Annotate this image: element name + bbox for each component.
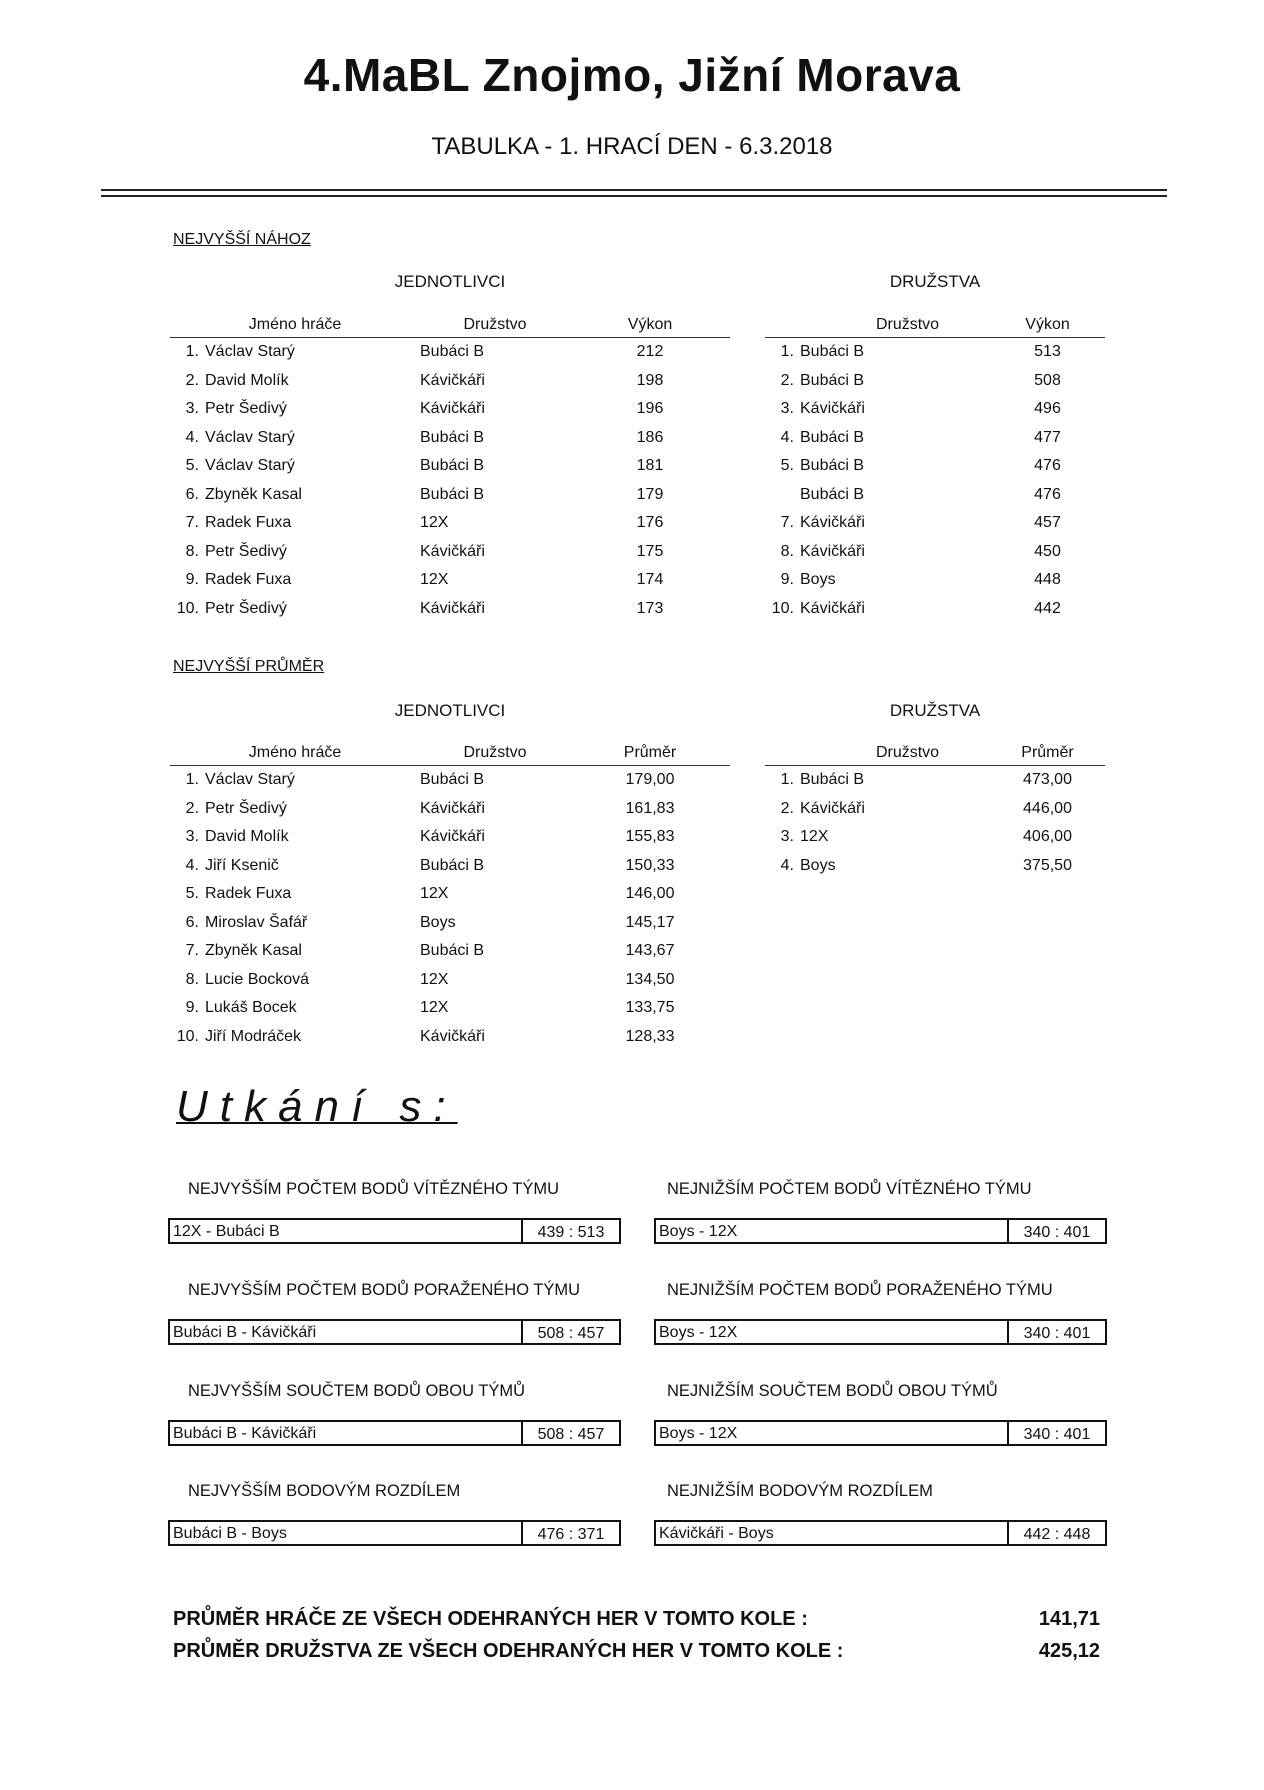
table-row [170, 452, 730, 481]
row-rank: 8. [780, 542, 794, 560]
table-row [170, 595, 730, 624]
row-rank: 7. [185, 942, 199, 960]
row-team: Kávičkáři [800, 400, 865, 418]
row-value: 446,00 [1023, 799, 1072, 817]
row-value: 175 [636, 542, 664, 560]
match-record-label: NEJNIŽŠÍM BODOVÝM ROZDÍLEM [667, 1482, 933, 1500]
row-value: 496 [1034, 400, 1061, 418]
match-record-box [168, 1420, 621, 1446]
table-nahoz-individuals [170, 304, 730, 623]
match-score: 340 : 401 [1023, 1224, 1091, 1241]
match-record-box [168, 1319, 621, 1345]
match-record-label: NEJVYŠŠÍM POČTEM BODŮ VÍTĚZNÉHO TÝMU [188, 1180, 559, 1198]
row-team: Kávičkáři [420, 828, 485, 846]
row-value: 150,33 [625, 856, 675, 874]
match-teams: Boys - 12X [656, 1321, 1009, 1343]
header-divider-top [101, 189, 1167, 191]
row-value: 450 [1034, 542, 1061, 560]
row-team: Bubáci B [800, 428, 865, 446]
row-rank: 1. [185, 771, 199, 789]
row-value: 146,00 [625, 885, 675, 903]
row-value: 442 [1034, 599, 1061, 617]
table-row [170, 367, 730, 396]
row-team: Bubáci B [420, 771, 485, 789]
team-average-value: 425,12 [1038, 1640, 1100, 1662]
col-header-player: Jméno hráče [170, 732, 420, 766]
match-record-label: NEJVYŠŠÍM SOUČTEM BODŮ OBOU TÝMŮ [188, 1382, 526, 1400]
table-row [170, 852, 730, 881]
table-row [170, 909, 730, 938]
match-record-label: NEJVYŠŠÍM BODOVÝM ROZDÍLEM [188, 1482, 461, 1500]
table-row [170, 1023, 730, 1052]
page-title: 4.MaBL Znojmo, Jižní Morava [303, 49, 961, 101]
section-label-prumer: NEJVYŠŠÍ PRŮMĚR [173, 658, 325, 675]
col-header-value: Výkon [990, 304, 1105, 338]
row-rank: 10. [176, 599, 199, 617]
row-team: Bubáci B [800, 485, 865, 503]
group-label-nahoz-teams: DRUŽSTVA [889, 272, 981, 291]
player-average-value: 141,71 [1038, 1608, 1100, 1630]
row-team: Kávičkáři [420, 400, 485, 418]
row-player-name: Zbyněk Kasal [205, 485, 302, 503]
row-rank: 9. [780, 571, 794, 589]
row-rank: 5. [185, 885, 199, 903]
row-rank: 2. [780, 371, 794, 389]
match-score: 508 : 457 [537, 1426, 605, 1443]
row-team: Bubáci B [420, 343, 485, 361]
row-team: Bubáci B [800, 457, 865, 475]
row-rank: 3. [185, 828, 199, 846]
table-row [170, 795, 730, 824]
row-team: Boys [800, 571, 836, 589]
match-record-label: NEJVYŠŠÍM POČTEM BODŮ PORAŽENÉHO TÝMU [188, 1281, 581, 1299]
row-team: Bubáci B [420, 856, 485, 874]
row-rank: 6. [185, 913, 199, 931]
row-team: Bubáci B [420, 428, 485, 446]
match-record-label: NEJNIŽŠÍM POČTEM BODŮ VÍTĚZNÉHO TÝMU [667, 1180, 1032, 1198]
col-header-team: Družstvo [765, 732, 990, 766]
match-record-box [654, 1218, 1107, 1244]
row-rank: 8. [185, 542, 199, 560]
row-value: 196 [636, 400, 664, 418]
row-value: 186 [636, 428, 664, 446]
group-label-prumer-individuals: JEDNOTLIVCI [394, 701, 506, 720]
table-header-row [170, 304, 730, 338]
row-rank: 6. [185, 485, 199, 503]
utkani-heading: Utkání s: [176, 1082, 458, 1131]
row-team: Bubáci B [800, 771, 865, 789]
row-team: Bubáci B [800, 371, 865, 389]
table-row [170, 509, 730, 538]
row-player-name: David Molík [205, 828, 289, 846]
row-rank: 4. [185, 428, 199, 446]
row-value: 174 [636, 571, 664, 589]
row-value: 179 [636, 485, 664, 503]
row-rank: 1. [185, 343, 199, 361]
row-player-name: Miroslav Šafář [205, 913, 308, 931]
table-row [170, 424, 730, 453]
row-player-name: Radek Fuxa [205, 514, 292, 532]
table-row [765, 509, 1105, 538]
row-value: 473,00 [1023, 771, 1072, 789]
table-row [765, 795, 1105, 824]
row-value: 176 [636, 514, 664, 532]
row-value: 476 [1034, 485, 1061, 503]
match-teams: 12X - Bubáci B [170, 1220, 523, 1242]
row-team: Kávičkáři [420, 371, 485, 389]
match-record-box [654, 1319, 1107, 1345]
row-player-name: Petr Šedivý [205, 400, 287, 418]
group-label-prumer-teams: DRUŽSTVA [889, 701, 981, 720]
row-team: Kávičkáři [420, 799, 485, 817]
table-row [765, 424, 1105, 453]
match-score: 439 : 513 [537, 1224, 605, 1241]
match-teams: Kávičkáři - Boys [656, 1522, 1009, 1544]
match-record-box [654, 1420, 1107, 1446]
table-row [170, 937, 730, 966]
match-record-box [168, 1520, 621, 1546]
table-row [170, 481, 730, 510]
table-row [765, 395, 1105, 424]
row-rank: 1. [780, 771, 794, 789]
row-team: 12X [420, 999, 449, 1017]
row-team: Kávičkáři [800, 599, 865, 617]
row-player-name: Václav Starý [205, 343, 295, 361]
row-team: Bubáci B [420, 485, 485, 503]
row-value: 128,33 [625, 1027, 675, 1045]
row-value: 375,50 [1023, 856, 1072, 874]
match-score: 442 : 448 [1023, 1526, 1091, 1543]
row-rank: 3. [780, 828, 794, 846]
row-rank: 5. [780, 457, 794, 475]
row-team: Kávičkáři [800, 542, 865, 560]
table-prumer-individuals [170, 732, 730, 1051]
row-player-name: Václav Starý [205, 428, 295, 446]
row-rank: 7. [185, 514, 199, 532]
row-value: 406,00 [1023, 828, 1072, 846]
row-team: Boys [800, 856, 836, 874]
group-label-nahoz-individuals: JEDNOTLIVCI [394, 272, 506, 291]
row-player-name: Jiří Modráček [205, 1027, 302, 1045]
row-value: 134,50 [625, 970, 675, 988]
row-value: 161,83 [625, 799, 675, 817]
row-team: 12X [420, 571, 449, 589]
match-score: 508 : 457 [537, 1325, 605, 1342]
row-player-name: David Molík [205, 371, 289, 389]
row-team: 12X [420, 885, 449, 903]
row-team: Bubáci B [420, 942, 485, 960]
row-team: Kávičkáři [420, 599, 485, 617]
row-rank: 9. [185, 999, 199, 1017]
row-rank: 2. [185, 371, 199, 389]
match-teams: Boys - 12X [656, 1220, 1009, 1242]
col-header-team: Družstvo [420, 304, 570, 338]
table-row [765, 823, 1105, 852]
table-header-row [765, 732, 1105, 766]
table-row [765, 338, 1105, 367]
section-label-nahoz: NEJVYŠŠÍ NÁHOZ [173, 231, 311, 248]
row-player-name: Lukáš Bocek [205, 999, 297, 1017]
match-teams: Bubáci B - Kávičkáři [170, 1321, 523, 1343]
header-divider-bottom [101, 195, 1167, 197]
table-header-row [170, 732, 730, 766]
row-value: 212 [636, 343, 664, 361]
row-rank: 4. [780, 428, 794, 446]
table-prumer-teams [765, 732, 1105, 880]
row-team: Kávičkáři [800, 799, 865, 817]
row-rank: 7. [780, 514, 794, 532]
row-rank: 3. [780, 400, 794, 418]
table-header-row [765, 304, 1105, 338]
row-rank: 3. [185, 400, 199, 418]
table-nahoz-teams [765, 304, 1105, 623]
row-team: Kávičkáři [800, 514, 865, 532]
row-rank [765, 481, 800, 510]
row-rank: 4. [185, 856, 199, 874]
table-row [170, 566, 730, 595]
row-value: 133,75 [625, 999, 675, 1017]
table-row [765, 538, 1105, 567]
table-row [170, 395, 730, 424]
table-row [765, 595, 1105, 624]
table-row [765, 367, 1105, 396]
table-row [765, 481, 1105, 510]
match-score: 340 : 401 [1023, 1426, 1091, 1443]
table-row [170, 766, 730, 795]
col-header-value: Průměr [990, 732, 1105, 766]
table-row [765, 452, 1105, 481]
row-value: 448 [1034, 571, 1061, 589]
table-row [170, 823, 730, 852]
row-rank: 4. [780, 856, 794, 874]
row-rank: 2. [780, 799, 794, 817]
table-row [170, 880, 730, 909]
row-value: 181 [636, 457, 664, 475]
row-team: Bubáci B [800, 343, 865, 361]
row-value: 513 [1034, 343, 1061, 361]
row-value: 508 [1034, 371, 1061, 389]
match-record-label: NEJNIŽŠÍM POČTEM BODŮ PORAŽENÉHO TÝMU [667, 1281, 1053, 1299]
row-value: 457 [1034, 514, 1061, 532]
row-rank: 10. [771, 599, 794, 617]
row-player-name: Petr Šedivý [205, 799, 287, 817]
row-value: 173 [636, 599, 664, 617]
match-record-box [168, 1218, 621, 1244]
row-value: 477 [1034, 428, 1061, 446]
row-player-name: Zbyněk Kasal [205, 942, 302, 960]
table-row [765, 566, 1105, 595]
match-score: 340 : 401 [1023, 1325, 1091, 1342]
match-teams: Bubáci B - Boys [170, 1522, 523, 1544]
page-subtitle: TABULKA - 1. HRACÍ DEN - 6.3.2018 [431, 133, 833, 160]
player-average-label: PRŮMĚR HRÁČE ZE VŠECH ODEHRANÝCH HER V TOMTO KOLE : [173, 1608, 808, 1630]
row-rank: 5. [185, 457, 199, 475]
col-header-team: Družstvo [765, 304, 990, 338]
row-team: 12X [420, 970, 449, 988]
row-player-name: Radek Fuxa [205, 571, 292, 589]
row-rank: 9. [185, 571, 199, 589]
match-teams: Boys - 12X [656, 1422, 1009, 1444]
col-header-team: Družstvo [420, 732, 570, 766]
row-player-name: Václav Starý [205, 457, 295, 475]
table-row [765, 852, 1105, 881]
table-row [170, 994, 730, 1023]
row-value: 143,67 [625, 942, 675, 960]
row-player-name: Lucie Bocková [205, 970, 310, 988]
row-value: 198 [636, 371, 664, 389]
row-player-name: Jiří Ksenič [205, 856, 279, 874]
row-value: 155,83 [625, 828, 675, 846]
team-average-label: PRŮMĚR DRUŽSTVA ZE VŠECH ODEHRANÝCH HER V TOMTO KOLE : [173, 1640, 844, 1662]
match-teams: Bubáci B - Kávičkáři [170, 1422, 523, 1444]
table-row [170, 966, 730, 995]
row-team: Bubáci B [420, 457, 485, 475]
row-rank: 1. [780, 343, 794, 361]
row-team: 12X [420, 514, 449, 532]
row-team: 12X [800, 828, 829, 846]
col-header-value: Průměr [570, 732, 730, 766]
row-team: Kávičkáři [420, 1027, 485, 1045]
row-value: 145,17 [625, 913, 675, 931]
row-player-name: Petr Šedivý [205, 599, 287, 617]
match-score: 476 : 371 [537, 1526, 605, 1543]
table-row [170, 338, 730, 367]
col-header-value: Výkon [570, 304, 730, 338]
row-team: Boys [420, 913, 456, 931]
row-value: 179,00 [625, 771, 675, 789]
match-record-label: NEJNIŽŠÍM SOUČTEM BODŮ OBOU TÝMŮ [667, 1382, 998, 1400]
row-rank: 8. [185, 970, 199, 988]
row-rank: 10. [176, 1027, 199, 1045]
table-row [170, 538, 730, 567]
match-record-box [654, 1520, 1107, 1546]
row-rank: 2. [185, 799, 199, 817]
col-header-player: Jméno hráče [170, 304, 420, 338]
row-player-name: Radek Fuxa [205, 885, 292, 903]
table-row [765, 766, 1105, 795]
row-player-name: Petr Šedivý [205, 542, 287, 560]
row-team: Kávičkáři [420, 542, 485, 560]
row-value: 476 [1034, 457, 1061, 475]
row-player-name: Václav Starý [205, 771, 295, 789]
